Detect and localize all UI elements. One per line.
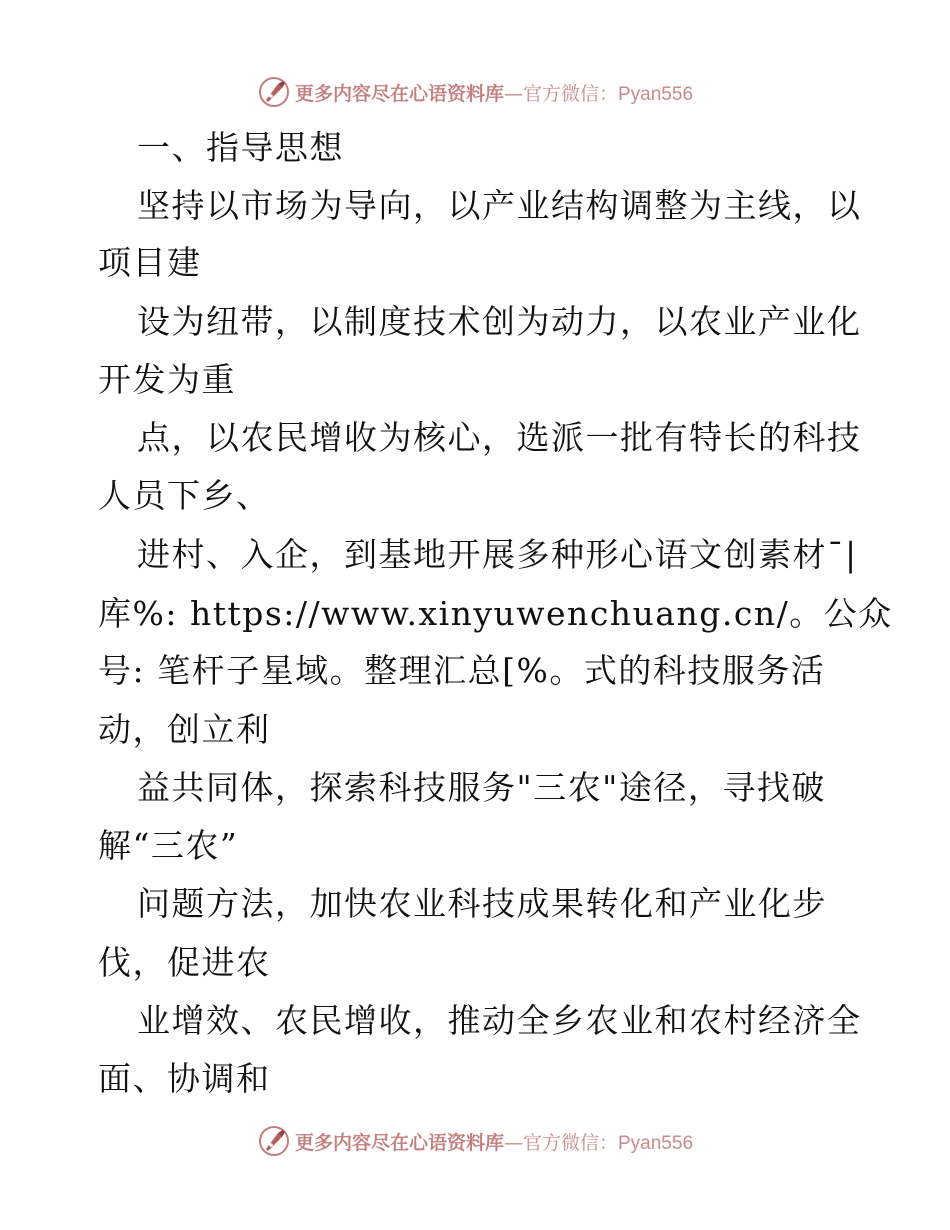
paragraph-line: 面、协调和 xyxy=(98,1059,271,1098)
paragraph-line: 项目建 xyxy=(98,243,202,282)
paragraph-line: 开发为重 xyxy=(98,360,236,399)
paragraph-line: 人员下乡、 xyxy=(98,476,271,515)
paragraph-line: 解“三农” xyxy=(98,826,239,865)
paragraph-line: 伐，促进农 xyxy=(98,943,271,982)
pen-nib-icon xyxy=(257,1124,291,1158)
paragraph-line: 号: 笔杆子星域。整理汇总[%。式的科技服务活 xyxy=(98,651,826,690)
banner-text xyxy=(295,79,693,106)
paragraph-line: 库%: https://www.xinyuwenchuang.cn/。公众 xyxy=(98,594,893,633)
banner-wechat-id: Pyan556 xyxy=(618,83,694,105)
banner-wechat-label: 官方微信： xyxy=(522,1131,618,1154)
paragraph-line: 设为纽带，以制度技术创为动力，以农业产业化 xyxy=(137,302,862,341)
paragraph-line: 益共同体，探索科技服务"三农"途径，寻找破 xyxy=(137,768,826,807)
banner-brand: 更多内容尽在心语资料库 xyxy=(294,82,504,105)
banner-separator: — xyxy=(503,1131,523,1154)
header-banner xyxy=(0,72,950,112)
banner-brand: 更多内容尽在心语资料库 xyxy=(294,1131,504,1154)
banner-separator: — xyxy=(503,82,523,105)
paragraph-line: 进村、入企，到基地开展多种形心语文创素材¯| xyxy=(137,535,858,574)
section-heading: 一、指导思想 xyxy=(137,128,344,167)
banner-wechat-label: 官方微信： xyxy=(522,82,618,105)
banner-wechat-id: Pyan556 xyxy=(618,1132,694,1154)
paragraph-line: 业增效、农民增收，推动全乡农业和农村经济全 xyxy=(137,1001,862,1040)
paragraph-line: 问题方法，加快农业科技成果转化和产业化步 xyxy=(137,884,827,923)
paragraph-line: 动，创立利 xyxy=(98,710,271,749)
footer-banner xyxy=(0,1121,950,1161)
paragraph-line: 点，以农民增收为核心，选派一批有特长的科技 xyxy=(137,418,862,457)
pen-nib-icon xyxy=(257,75,291,109)
banner-text xyxy=(295,1128,693,1155)
paragraph-line: 坚持以市场为导向，以产业结构调整为主线，以 xyxy=(137,186,862,225)
